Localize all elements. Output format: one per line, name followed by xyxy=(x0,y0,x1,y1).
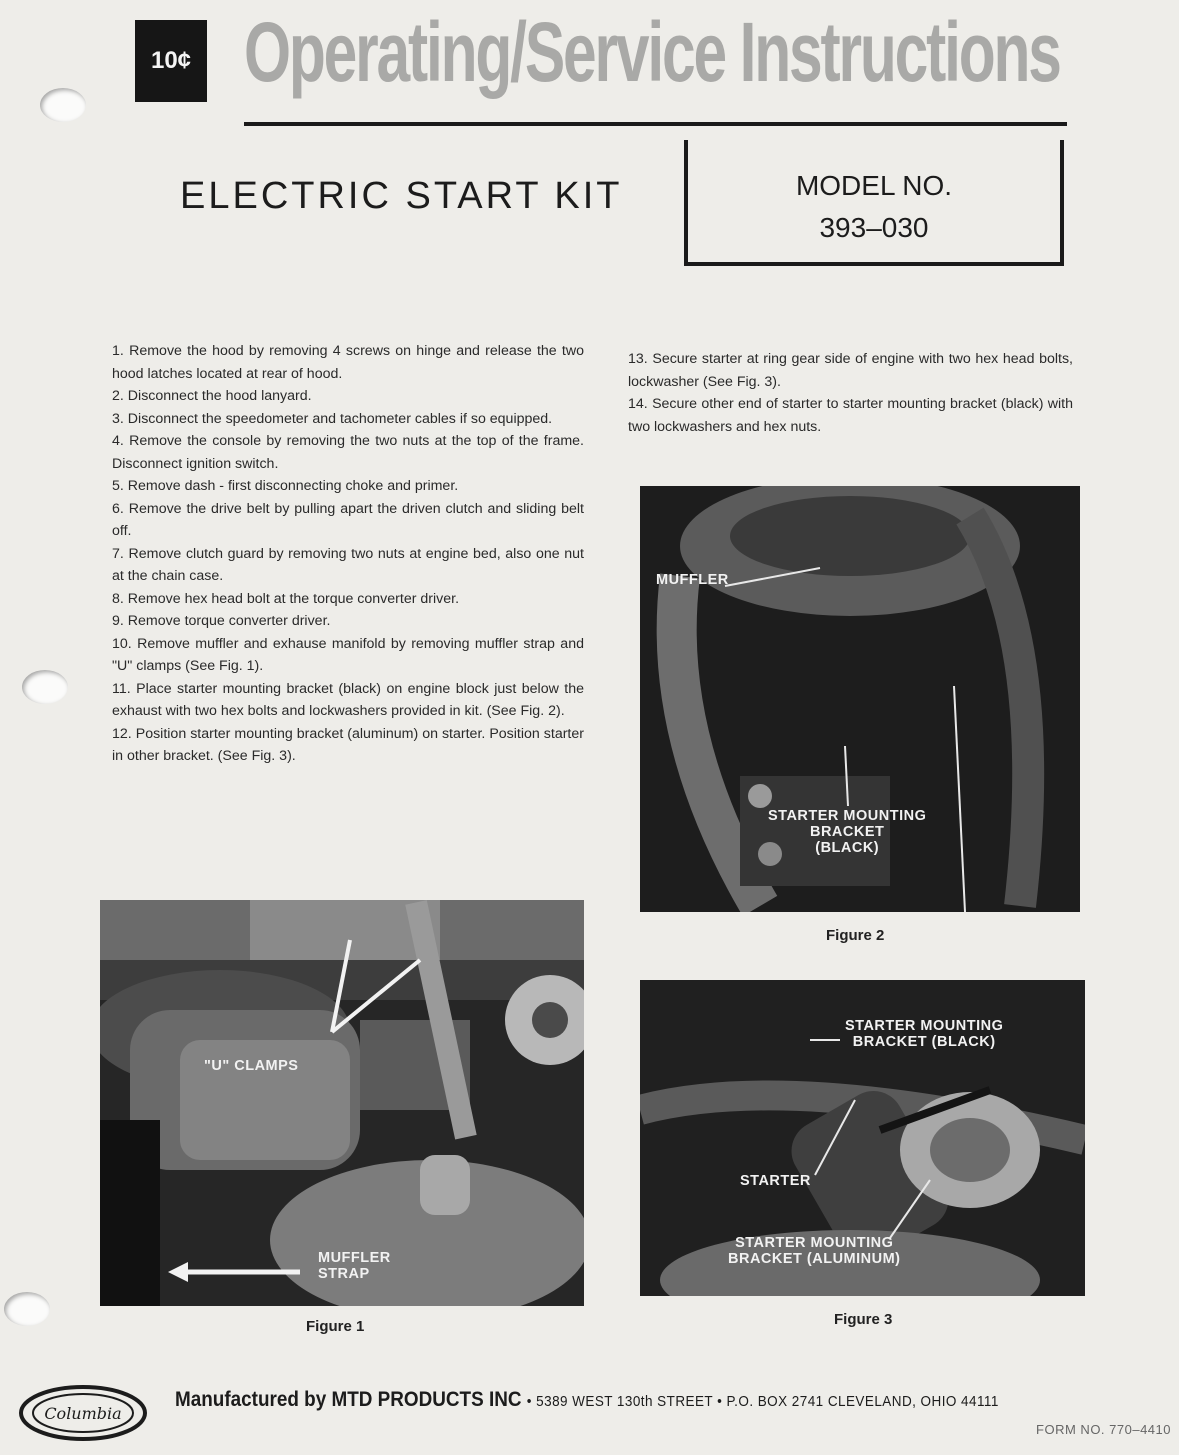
figure-3-label-starter-bracket-aluminum: STARTER MOUNTING BRACKET (ALUMINUM) xyxy=(728,1235,901,1267)
figure-1-photo xyxy=(100,900,584,1306)
form-number: FORM NO. 770–4410 xyxy=(1036,1422,1171,1437)
step-number: 2. xyxy=(112,388,124,404)
step-text: Secure starter at ring gear side of engine with two hex head bolts, lockwasher (See Fig. 3). xyxy=(628,351,1073,390)
instruction-step xyxy=(112,610,584,633)
step-text: Remove hex head bolt at the torque converter driver. xyxy=(127,590,460,607)
logo-text: Columbia xyxy=(44,1404,122,1423)
instruction-step xyxy=(628,348,1073,393)
step-number: 13. xyxy=(628,351,648,367)
figure-1-label-muffler-strap: MUFFLER STRAP xyxy=(318,1250,391,1282)
figure-2-label-starter-bracket-black: STARTER MOUNTING BRACKET (BLACK) xyxy=(768,808,927,856)
instruction-step xyxy=(112,385,584,408)
instruction-step xyxy=(112,498,584,543)
instruction-step xyxy=(112,678,584,723)
step-text: Remove clutch guard by removing two nuts at engine bed, also one nut at the chain case. xyxy=(112,545,584,584)
instruction-step xyxy=(112,430,584,475)
banner-title: Operating/Service Instructions xyxy=(244,5,1060,99)
step-text: Position starter mounting bracket (aluminum) on starter. Position starter in other bracket. (See Fig. 3). xyxy=(112,725,584,764)
step-number: 14. xyxy=(628,396,648,412)
punch-hole-top xyxy=(40,88,86,122)
instruction-step xyxy=(112,588,584,611)
instruction-step xyxy=(112,340,584,385)
manufacturer-name: Manufactured by MTD PRODUCTS INC xyxy=(175,1388,522,1411)
step-number: 8. xyxy=(112,590,124,607)
step-number: 10. xyxy=(112,635,132,652)
step-text: Remove muffler and exhause manifold by removing muffler strap and "U" clamps (See Fig. 1). xyxy=(112,635,584,674)
header-rule xyxy=(244,122,1067,126)
figure-3-photo xyxy=(640,980,1085,1296)
columbia-logo-icon xyxy=(18,1384,148,1442)
model-label: MODEL NO. xyxy=(795,170,953,201)
instruction-step xyxy=(112,408,584,431)
figure-2-label-muffler: MUFFLER xyxy=(656,572,729,588)
figure-1-caption: Figure 1 xyxy=(306,1318,365,1335)
instruction-step xyxy=(112,475,584,498)
step-number: 1. xyxy=(112,343,124,359)
price-badge: 10¢ xyxy=(135,20,207,102)
figure-3-label-starter-bracket-black: STARTER MOUNTING BRACKET (BLACK) xyxy=(845,1018,1004,1050)
step-text: Disconnect the hood lanyard. xyxy=(127,388,312,404)
step-text: Secure other end of starter to starter mounting bracket (black) with two lockwashers and hex nuts. xyxy=(628,396,1073,435)
instruction-step xyxy=(112,543,584,588)
model-number: 393–030 xyxy=(819,212,929,243)
instruction-step xyxy=(628,393,1073,438)
figure-2-photo xyxy=(640,486,1080,912)
footer-manufacturer-line xyxy=(175,1388,999,1412)
step-number: 9. xyxy=(112,613,124,629)
manufacturer-address: • 5389 WEST 130th STREET • P.O. BOX 2741 CLEVELAND, OHIO 44111 xyxy=(526,1393,999,1410)
step-text: Disconnect the speedometer and tachometer cables if so equipped. xyxy=(127,410,553,427)
step-number: 5. xyxy=(112,478,124,494)
kit-title: ELECTRIC START KIT xyxy=(180,175,623,217)
step-text: Remove dash - first disconnecting choke and primer. xyxy=(127,478,459,494)
step-number: 6. xyxy=(112,500,124,517)
figure-3-label-starter: STARTER xyxy=(740,1173,811,1189)
step-number: 3. xyxy=(112,410,124,427)
figure-1-label-u-clamps: "U" CLAMPS xyxy=(204,1058,299,1074)
instruction-step xyxy=(112,723,584,768)
step-text: Remove the hood by removing 4 screws on hinge and release the two hood latches located at rear of hood. xyxy=(112,343,584,382)
step-number: 4. xyxy=(112,433,124,449)
punch-hole-bottom xyxy=(4,1292,50,1326)
figure-3-caption: Figure 3 xyxy=(834,1311,893,1328)
instructions-right xyxy=(628,348,1073,438)
step-text: Remove the drive belt by pulling apart the driven clutch and sliding belt off. xyxy=(112,500,584,539)
step-text: Place starter mounting bracket (black) on engine block just below the exhaust with two hex bolts and lockwashers provided in kit. (See Fig. 2). xyxy=(112,680,584,719)
model-box xyxy=(684,140,1064,266)
step-number: 12. xyxy=(112,725,132,742)
step-text: Remove the console by removing the two nuts at the top of the frame. Disconnect ignition switch. xyxy=(112,433,584,472)
figure-2-caption: Figure 2 xyxy=(826,927,885,944)
step-number: 11. xyxy=(112,680,131,697)
instructions-left xyxy=(112,340,584,768)
step-text: Remove torque converter driver. xyxy=(127,613,331,629)
instruction-step xyxy=(112,633,584,678)
step-number: 7. xyxy=(112,545,124,562)
punch-hole-middle xyxy=(22,670,68,704)
